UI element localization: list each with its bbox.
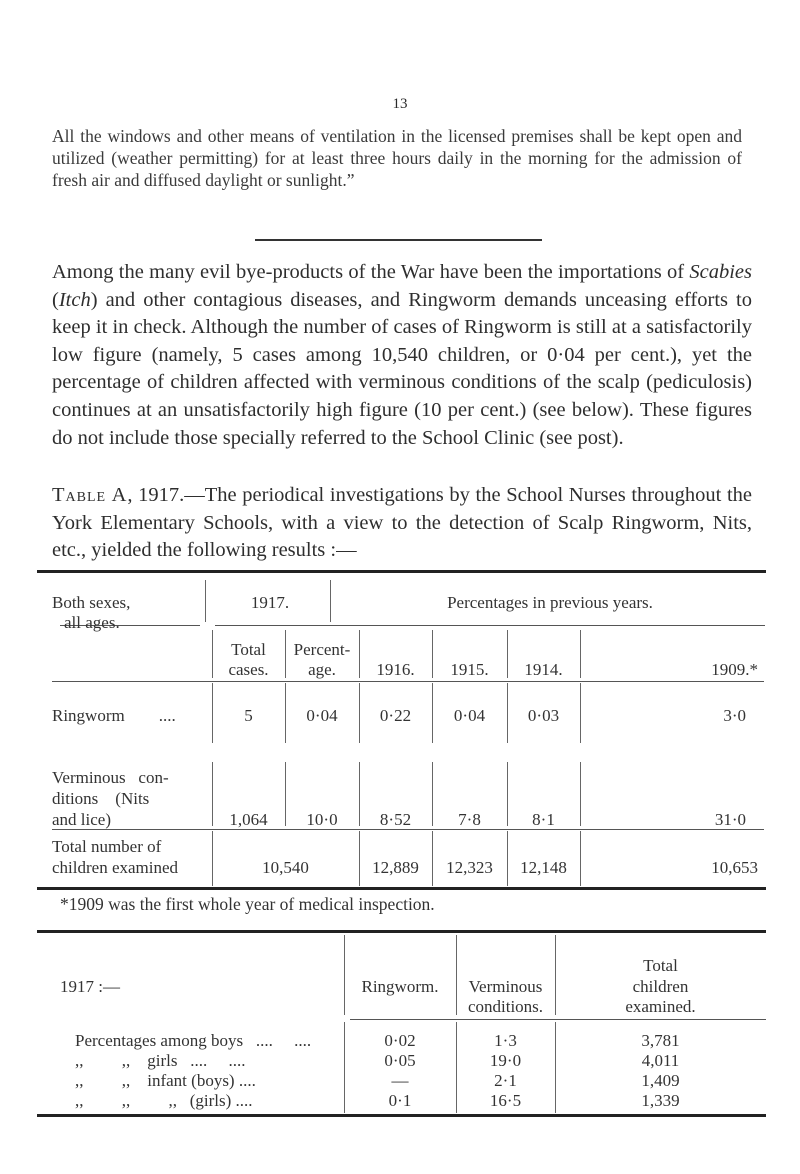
- header-1917: 1917.: [250, 593, 290, 612]
- header-previous-years: Percentages in previous years.: [447, 593, 653, 612]
- col-verminous: Verminous: [468, 977, 543, 996]
- girls-verminous: 19·0: [489, 1051, 522, 1070]
- infant-girls-total: 1,339: [641, 1091, 680, 1110]
- subheader-total-cases: Total: [231, 640, 266, 659]
- ringworm-1916: 0·22: [379, 706, 412, 725]
- row-label-verminous: ditions (Nits: [52, 789, 150, 808]
- scabies-term: Scabies: [689, 261, 752, 283]
- table-b-row-label: ,, ,, girls .... ....: [75, 1051, 246, 1070]
- infant-boys-total: 1,409: [641, 1071, 680, 1090]
- page-number: 13: [392, 96, 408, 112]
- table-b-row-label: ,, ,, infant (boys) ....: [75, 1071, 256, 1090]
- ringworm-pct: 0·04: [306, 706, 338, 725]
- column-divider: [205, 580, 206, 622]
- col-verminous: conditions.: [467, 997, 544, 1016]
- col-total: children: [632, 977, 689, 996]
- row-rule: [52, 829, 764, 830]
- intro-paragraph: All the windows and other means of ventilation in the licensed premises shall be kept open and utilized (weather permitting) for at least three hours daily in the morning for the admission of fresh air and diffused daylight or sunlight.”: [52, 126, 742, 190]
- main-text: Among the many evil bye-products of the War have been the importations of: [52, 261, 690, 283]
- row-label-examined: children examined: [52, 858, 179, 877]
- header-both-sexes: all ages.: [64, 613, 120, 632]
- infant-boys-verminous: 2·1: [494, 1071, 517, 1090]
- boys-ringworm: 0·02: [384, 1031, 416, 1050]
- column-divider: [344, 935, 345, 1015]
- section-divider: [255, 239, 542, 241]
- table-top-rule: [37, 570, 766, 573]
- row-label-verminous: and lice): [52, 810, 111, 829]
- boys-verminous: 1·3: [494, 1031, 517, 1050]
- row-label-examined: Total number of: [52, 837, 162, 856]
- girls-ringworm: 0·05: [384, 1051, 416, 1070]
- itch-term: Itch: [58, 288, 91, 311]
- table-b-heading: 1917 :—: [60, 977, 120, 996]
- verminous-1915: 7·8: [458, 810, 481, 829]
- row-label-ringworm: Ringworm ....: [52, 706, 176, 725]
- verminous-1916: 8·52: [379, 810, 412, 829]
- main-text: (: [52, 288, 59, 311]
- year-1914: 1914.: [524, 660, 563, 679]
- infant-girls-verminous: 16·5: [489, 1091, 522, 1110]
- table-b-row-label: ,, ,, ,, (girls) ....: [75, 1091, 253, 1110]
- main-paragraph: [52, 259, 752, 452]
- girls-total: 4,011: [641, 1051, 680, 1070]
- table-a-intro: [52, 482, 752, 565]
- main-text: ) and other contagious diseases, and Ringworm demands unceasing efforts to keep it in check. Although the number of cases of Ringworm is still at a satisfactorily low figure (namely, 5 cases among 10,540 children, or 0·04 per cent.), yet the percentage of children affected with verminous conditions of the scalp (pediculosis) continues at an unsatisfactorily high figure (10 per cent.) (see below). These figures do not include those specially referred to the School Clinic (see post).: [52, 288, 752, 449]
- examined-1915: 12,323: [446, 858, 493, 877]
- examined-1909: 10,653: [711, 858, 758, 877]
- header-rule: [350, 1019, 766, 1020]
- table-a-label: Table A: [52, 484, 128, 506]
- col-total: Total: [643, 956, 678, 975]
- table-b-row-label: Percentages among boys .... ....: [75, 1031, 312, 1050]
- row-label-verminous: Verminous con-: [52, 768, 169, 787]
- subheader-percentage: age.: [308, 660, 336, 679]
- ringworm-total: 5: [244, 706, 253, 725]
- verminous-pct: 10·0: [306, 810, 338, 829]
- infant-girls-ringworm: 0·1: [388, 1091, 412, 1110]
- footnote: *1909 was the first whole year of medical inspection.: [60, 894, 435, 914]
- table-a-intro-text: , 1917.—The periodical investigations by the School Nurses throughout the York Elementary Schools, with a view to the detection of Scalp Ringworm, Nits, etc., yielded the following results :—: [52, 484, 752, 562]
- col-total: examined.: [625, 997, 696, 1016]
- verminous-total: 1,064: [229, 810, 268, 829]
- column-divider: [330, 580, 331, 622]
- ringworm-1909: 3·0: [723, 706, 746, 725]
- ringworm-1914: 0·03: [527, 706, 560, 725]
- table-bottom-rule: [37, 1114, 766, 1117]
- year-1915: 1915.: [450, 660, 489, 679]
- subheader-percentage: Percent-: [293, 640, 351, 659]
- verminous-1909: 31·0: [714, 810, 746, 829]
- ringworm-1915: 0·04: [453, 706, 486, 725]
- table-top-rule: [37, 930, 766, 933]
- header-both-sexes: Both sexes,: [52, 593, 131, 612]
- examined-1917: 10,540: [262, 858, 309, 877]
- verminous-1914: 8·1: [532, 810, 555, 829]
- examined-1916: 12,889: [372, 858, 419, 877]
- header-rule: [215, 625, 765, 626]
- header-rule: [52, 681, 764, 682]
- year-1916: 1916.: [376, 660, 415, 679]
- examined-1914: 12,148: [520, 858, 567, 877]
- table-bottom-rule: [37, 887, 766, 890]
- year-1909: 1909.*: [711, 660, 758, 679]
- infant-boys-ringworm: —: [391, 1071, 409, 1090]
- boys-total: 3,781: [641, 1031, 680, 1050]
- subheader-total-cases: cases.: [228, 660, 269, 679]
- col-ringworm: Ringworm.: [361, 977, 439, 996]
